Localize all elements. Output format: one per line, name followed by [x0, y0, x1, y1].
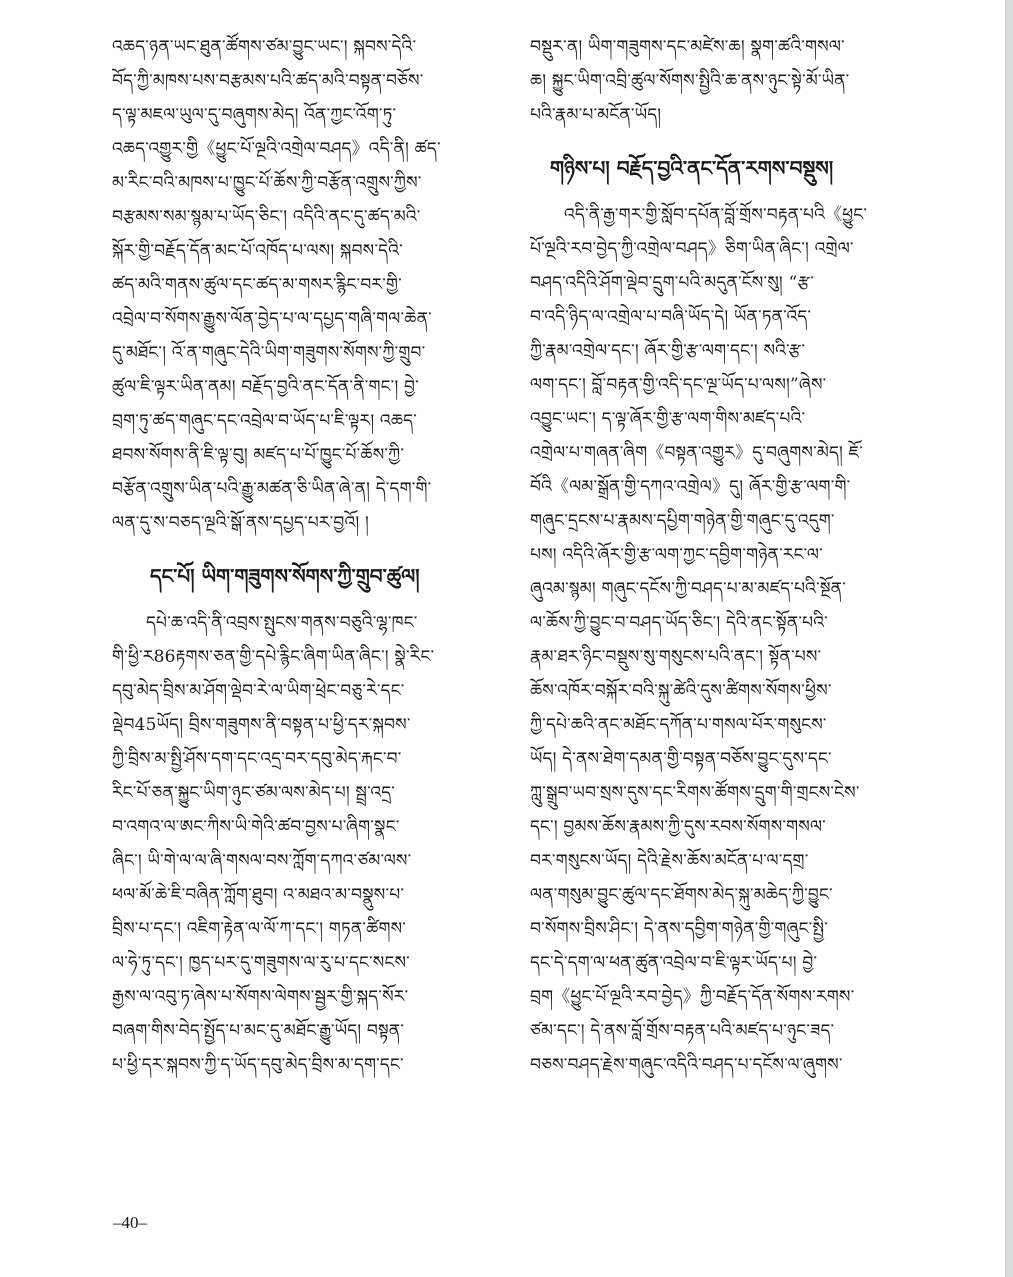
text-line: ཆ། སྐྱུང་ཡིག་འབྲི་ཚུལ་སོགས་སྤྱིའི་ཆ་ནས་ཉུང་སྟེ་མོ་ཡིན་: [530, 71, 850, 91]
page-edge-border: [1005, 0, 1013, 1277]
text-line: བྲག་ཏུ་ཚད་གཞུང་དང་འབྲེལ་བ་ཡོད་པ་ཇི་ལྟར། འཆད་: [112, 411, 417, 431]
text-line: འཆད་ཉན་ཡང་ཐུན་ཚོགས་ཙམ་བྱུང་ཡང་། སྐབས་དེའི་: [112, 37, 417, 57]
text-line: སྐོར་གྱི་བརྗོད་དོན་མང་པོ་འཁོད་པ་ལས། སྐབས་དེའི་: [112, 241, 403, 261]
text-line: ཀླུ་སྒྲུབ་ཡབ་སྲས་དུས་དང་རིགས་ཚོགས་དྲུག་གི་གྲངས་ངེས་: [530, 783, 860, 803]
text-line: བ་འདི་ཉིད་ལ་འགྲེལ་པ་བཞི་ཡོད་དེ། ཡོན་ཏན་འོད་: [530, 307, 812, 327]
text-line: ལ་ཧེ་ཏུ་དང་། ཁྱད་པར་དུ་གཟུགས་ལ་རུ་པ་དང་སངས་: [112, 953, 410, 973]
text-line: བསྡུར་ན། ཡིག་གཟུགས་དང་མཛེས་ཆ། སྣག་ཚའི་གསལ་: [530, 37, 845, 57]
text-line: པོ་ལྔའི་རབ་བྱེད་ཀྱི་འགྲེལ་བཤད》ཅིག་ཡིན་ཞིང་། འགྲེལ་: [530, 239, 854, 259]
text-line: ཆོས་འཁོར་བསྐོར་བའི་སྐུ་ཚེའི་དུས་ཚིགས་སོགས་ཕྱིས་: [530, 681, 832, 701]
text-line: ལན་གསུམ་བྱུང་ཚུལ་དང་ཐོགས་མེད་སྐུ་མཆེད་ཀྱི་བྱུང་: [530, 885, 833, 905]
text-line: གཞུང་དྲངས་པ་རྣམས་དཔྱིག་གཉེན་གྱི་གཞུང་དུ་འདུག་: [530, 511, 835, 531]
text-line: དབུ་མེད་བྲིས་མ་ཤོག་ལྡེབ་རེ་ལ་ཡིག་ཕྲེང་བཅུ་རེ་དང་: [112, 681, 405, 701]
text-line: འབྲེལ་བ་སོགས་རྒྱུས་ལོན་བྱེད་པ་ལ་དཔྱད་གཞི་གལ་ཆེན་: [112, 309, 432, 329]
text-line: ཙམ་དང་། དེ་ནས་བློ་གྲོས་བརྟན་པའི་མཛད་པ་ཉུང་ཟད་: [530, 1021, 835, 1041]
text-line: བཞག་གིས་བེད་སྤྱོད་པ་མང་དུ་མཐོང་རྒྱུ་ཡོད། བསྟན་: [112, 1021, 405, 1041]
text-line: བོའི《ལམ་སྒྲོན་གྱི་དཀའ་འགྲེལ》དུ། ཞོར་གྱི་རྩ་ལག་གི་: [530, 477, 851, 497]
page-number: –40–: [113, 1213, 147, 1232]
text-line: བཅས་བཤད་རྗེས་གཞུང་འདིའི་བཤད་པ་དངོས་ལ་ཞུགས་: [530, 1055, 843, 1075]
text-line: བརྩམས་སམ་སྙམ་པ་ཡོད་ཅིང་། འདིའི་ནང་དུ་ཚད་མའི་: [112, 207, 421, 227]
text-line: ཞིང་། ཡི་གེ་ལ་ལ་ཞི་གསལ་བས་ཀློག་དཀའ་ཙམ་ལས་: [112, 851, 412, 871]
section-heading-2: གཉིས་པ། བརྗོད་བྱའི་ནང་དོན་རགས་བསྡུས།: [550, 156, 834, 180]
text-line: ལ་ཆོས་ཀྱི་བྱུང་བ་བཤད་ཡོད་ཅིང་། དེའི་ནང་སྟོན་པའི་: [530, 613, 828, 633]
text-line: འཆད་འགྱུར་གྱི《ཕྱུང་པོ་ལྔའི་འགྲེལ་བཤད》འདི་ནི། ཚད་: [112, 139, 441, 159]
text-line: བ་འགའ་ལ་ཨང་ཀིས་ཡི་གེའི་ཚབ་བྱས་པ་ཞིག་སྣང་: [112, 817, 400, 837]
text-line: ཀྱི་རྣམ་འགྲེལ་དང་། ཞོར་གྱི་རྩ་ལག་དང་། སའི་རྩ་: [530, 341, 806, 361]
text-line: འདི་ནི་རྒྱ་གར་གྱི་སློབ་དཔོན་བློ་གྲོས་བརྟན་པའི《ཕྱུང་: [564, 205, 868, 225]
paragraph-intro-continued: [112, 30, 502, 540]
text-line: བརྩོན་འགྲུས་ཡིན་པའི་རྒྱུ་མཚན་ཅི་ཡིན་ཞེ་ན། དེ་དག་གི་: [112, 479, 432, 499]
text-line: བ་སོགས་བྲིས་ཤིང་། དེ་ནས་དབྱིག་གཉེན་གྱི་གཞུང་སྤྱི་: [530, 919, 828, 939]
text-line: དང་། བྱམས་ཆོས་རྣམས་ཀྱི་དུས་རབས་སོགས་གསལ་: [530, 817, 826, 837]
right-column: [530, 30, 920, 1082]
text-line: ཚད་མའི་གནས་ཚུལ་དང་ཚད་མ་གསར་རྙིང་བར་གྱི་: [112, 275, 402, 295]
text-line: བོད་ཀྱི་མཁས་པས་བརྩམས་པའི་ཚད་མའི་བསྟན་བཅོས་: [112, 71, 424, 91]
text-line: ཐབས་སོགས་ནི་ཇི་ལྟ་བུ། མཛད་པ་པོ་ཁྱུང་པོ་ཆོས་ཀྱི་: [112, 445, 405, 465]
text-line: ཡོད། དེ་ནས་ཐེག་དམན་གྱི་བསྟན་བཅོས་བྱུང་དུས་དང་: [530, 749, 832, 769]
text-line: པའི་རྣམ་པ་མངོན་ཡོད།: [530, 105, 662, 125]
paragraph-section-2: [530, 198, 920, 1082]
text-line: རྒྱས་ལ་འབུ་ཏ་ཞེས་པ་སོགས་ལེགས་སྦྱར་གྱི་སྐད་སོར་: [112, 987, 409, 1007]
paragraph-section-1: [112, 606, 502, 1082]
text-line: ལག་དང་། བློ་བརྟན་གྱི་འདི་དང་ལྔ་ཡོད་པ་ལས།”ཞེས་: [530, 375, 827, 395]
text-line: ཞུའམ་སྙམ། གཞུང་དངོས་ཀྱི་བཤད་པ་མ་མཛད་པའི་སྔོན་: [530, 579, 846, 599]
text-line: དུ་མཐོང་། འོ་ན་གཞུང་དེའི་ཡིག་གཟུགས་སོགས་ཀྱི་གྲུབ་: [112, 343, 426, 363]
text-line: ལན་དུ་ས་བཅད་ལྔའི་སྒོ་ནས་དཔྱད་པར་བྱའོ། །: [112, 513, 369, 533]
left-column: [112, 30, 502, 1082]
text-line: ཚུལ་ཇི་ལྟར་ཡིན་ནམ། བརྗོད་བྱའི་ནང་དོན་ནི་གང་། བྱེ་: [112, 377, 419, 397]
text-line: དང་དེ་དག་ལ་ཕན་ཚུན་འབྲེལ་བ་ཇི་ལྟར་ཡོད་པ། བྱེ་: [530, 953, 818, 973]
text-line: ཀྱི་བྲིས་མ་སྤྱི་ཤོས་དག་དང་འདྲ་བར་དབུ་མེད་རྐང་བ་: [112, 749, 402, 769]
text-line: ཕལ་མོ་ཆེ་ཇི་བཞིན་ཀློག་ཐུབ། འ་མཐའ་མ་བསྣུས་པ་: [112, 885, 405, 905]
text-line: པ་ཕྱི་དར་སྐབས་ཀྱི་ད་ཡོད་དབུ་མེད་བྲིས་མ་དག་དང་: [112, 1055, 404, 1075]
text-line: ལྡེབ45ཡོད། བྲིས་གཟུགས་ནི་བསྟན་པ་ཕྱི་དར་སྐབས་: [112, 715, 411, 735]
text-line: གི་ཕྱི་ར86རྟགས་ཅན་གྱི་དཔེ་རྙིང་ཞིག་ཡིན་ཞིང་། སྣེ་རིང་: [112, 647, 435, 667]
section-heading-1: དང་པོ། ཡིག་གཟུགས་སོགས་ཀྱི་གྲུབ་ཚུལ།: [150, 564, 420, 588]
text-line: རྣམ་ཐར་ཉིང་བསྡུས་སུ་གསུངས་པའི་ནང་། སྟོན་པས་: [530, 647, 822, 667]
text-line: འགྲེལ་པ་གཞན་ཞིག《བསྟན་འགྱུར》དུ་བཞུགས་མེད། ཇོ་: [530, 443, 863, 463]
text-line: བྲག《ཕྱུང་པོ་ལྔའི་རབ་བྱེད》ཀྱི་བརྗོད་དོན་སོགས་རགས་: [530, 987, 855, 1007]
paragraph-script-comparison: [530, 30, 920, 132]
text-line: མ་རིང་བའི་མཁས་པ་ཁྱུང་པོ་ཆོས་ཀྱི་བརྩོན་འགྲུས་ཀྱིས་: [112, 173, 422, 193]
text-line: ད་ལྟ་མཇལ་ཡུལ་དུ་བཞུགས་མེད། འོན་ཀྱང་འོག་ཏུ་: [112, 105, 397, 125]
text-line: ཀྱི་དཔེ་ཆའི་ནང་མཐོང་དཀོན་པ་གསལ་པོར་གསུངས་: [530, 715, 827, 735]
text-line: རིང་པོ་ཅན་སྐྱུང་ཡིག་ཉུང་ཙམ་ལས་མེད་པ། སྦྲ་འདྲ་: [112, 783, 396, 803]
text-line: བར་གསུངས་ཡོད། དེའི་རྗེས་ཆོས་མངོན་པ་ལ་དགྲ་: [530, 851, 809, 871]
text-line: བྲིས་པ་དང་། འཇིག་རྟེན་ལ་ལོ་ཀ་དང་། གཏན་ཚིགས་: [112, 919, 407, 939]
text-line: དཔེ་ཆ་འདི་ནི་འབྲས་སྤུངས་གནས་བཅུའི་ལྷ་ཁང་: [146, 613, 418, 633]
text-line: འབྱུང་ཡང་། ད་ལྟ་ཞོར་གྱི་རྩ་ལག་གིས་མཛད་པའི་: [530, 409, 806, 429]
text-line: པས། འདིའི་ཞོར་གྱི་རྩ་ལག་ཀྱང་དབྱིག་གཉེན་རང་ལ་: [530, 545, 823, 565]
text-line: བཤད་འདིའི་ཤོག་ལྡེབ་དྲུག་པའི་མདུན་ངོས་སུ། “རྩ་: [530, 273, 815, 293]
